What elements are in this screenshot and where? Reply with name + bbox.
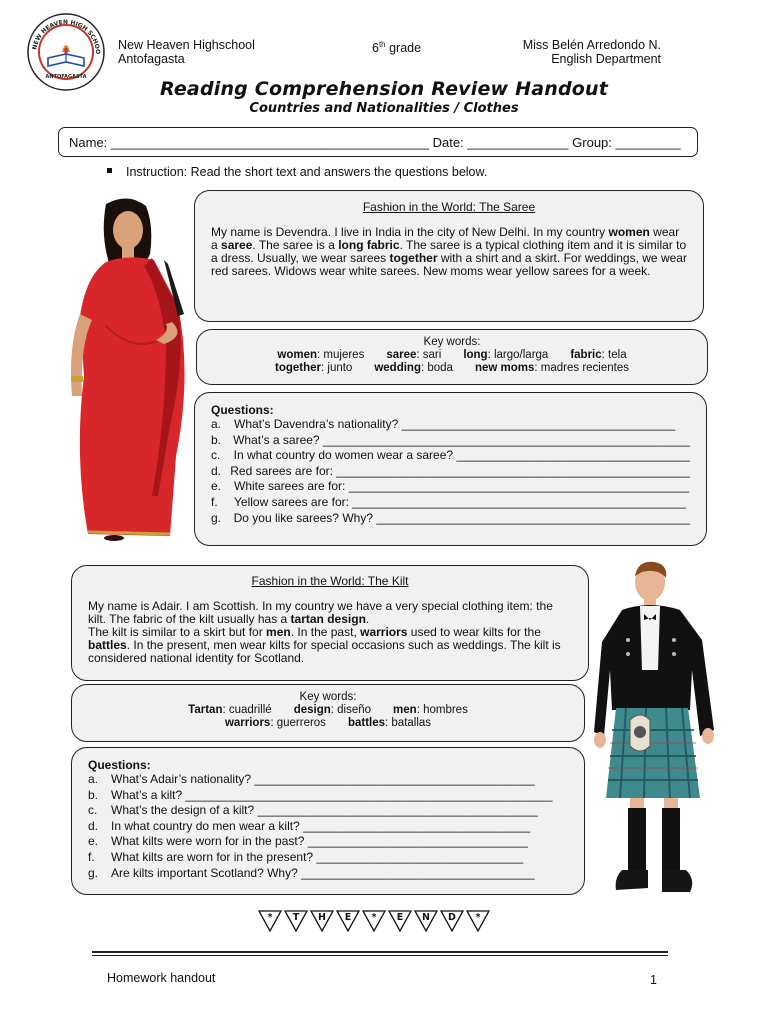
svg-text:ANTOFAGASTA: ANTOFAGASTA (45, 74, 87, 80)
question-letter: e. (211, 479, 222, 494)
question-text: In what country do women wear a saree? ___________________________________ (233, 448, 690, 463)
banner-flag: E (388, 910, 412, 932)
question-text: Are kilts important Scotland? Why? ___________________________________ (111, 865, 535, 880)
kilt-man-image (592, 560, 720, 920)
banner-flag: E (336, 910, 360, 932)
kilt-question[interactable] (88, 772, 568, 788)
kilt-text-segment: tartan design (290, 612, 366, 626)
saree-keyword: together: junto (275, 362, 353, 374)
school-city: Antofagasta (118, 52, 185, 66)
saree-text-segment: long fabric (338, 238, 400, 252)
question-letter: b. (88, 787, 99, 802)
kilt-question[interactable] (88, 819, 568, 835)
question-letter: a. (88, 772, 99, 786)
question-letter: g. (211, 510, 222, 525)
question-letter: f. (211, 494, 218, 509)
teacher-info (508, 38, 661, 66)
saree-questions-list (211, 417, 690, 526)
question-text: What’s Adair’s nationality? __________________________________________ (111, 772, 535, 786)
instruction (107, 165, 487, 179)
banner-flag: * (466, 910, 490, 932)
kilt-story-box (71, 565, 589, 681)
saree-keywords-list (211, 349, 693, 375)
name-date-group-field[interactable]: Name: ____________________________________________ Date: ______________ Group: _________ (58, 127, 698, 157)
page-title: Reading Comprehension Review Handout (159, 78, 609, 100)
saree-text-segment: women (608, 225, 650, 239)
saree-keywords-title: Key words: (423, 336, 481, 348)
question-text: In what country do men wear a kilt? __________________________________ (111, 818, 531, 833)
question-letter: c. (211, 448, 221, 463)
kilt-text-segment: men (266, 625, 291, 639)
banner-flag: D (440, 910, 464, 932)
footer-divider-top (92, 951, 668, 953)
saree-text-segment: My name is Devendra. I live in India in the city of New Delhi. In my country (211, 225, 609, 239)
grade-number: 6 (372, 41, 379, 56)
kilt-keyword: battles: batallas (347, 717, 432, 729)
kilt-questions-box (71, 747, 585, 895)
saree-keyword: saree: sari (386, 349, 442, 361)
kilt-questions-title: Questions: (88, 758, 151, 772)
saree-text-segment: saree (221, 238, 253, 252)
kilt-text-segment: The kilt is similar to a skirt but for (88, 625, 267, 639)
grade-word: grade (385, 41, 422, 56)
saree-keywords-box (196, 329, 708, 385)
saree-questions-title: Questions: (211, 403, 274, 417)
question-text: What’s the design of a kilt? __________________________________________ (111, 803, 538, 818)
page-subtitle: Countries and Nationalities / Clothes (249, 101, 519, 116)
footer-divider-bottom (92, 955, 668, 956)
saree-story-box (194, 190, 704, 322)
kilt-text-segment: . (365, 612, 370, 626)
question-text: Do you like sarees? Why? _______________________________________________ (233, 510, 690, 525)
saree-text-segment: . The saree is a (252, 238, 339, 252)
saree-keyword-row (211, 349, 693, 362)
the-end-banner (258, 910, 490, 934)
kilt-text-segment: used to wear kilts for the (407, 625, 541, 639)
saree-text-segment: . The saree is a typical clothing item and it is similar to a dress. Usually, we wear sarees (211, 238, 687, 265)
question-letter: a. (211, 417, 222, 431)
kilt-keywords-list (86, 704, 570, 730)
saree-text-segment: with a shirt and a skirt. For weddings, we wear red sarees. Widows wear white sarees. New moms wear yellow sarees for a week. (211, 251, 687, 278)
question-text: What’s a kilt? _______________________________________________________ (111, 787, 553, 802)
bullet-icon (107, 168, 112, 173)
banner-flag: * (258, 910, 282, 932)
saree-keyword: fabric: tela (570, 349, 627, 361)
kilt-keyword: Tartan: cuadrillé (188, 704, 272, 716)
kilt-question[interactable] (88, 803, 568, 819)
question-text: What’s a saree? _______________________________________________________ (233, 432, 690, 447)
question-letter: f. (88, 849, 95, 864)
kilt-keywords-title: Key words: (299, 691, 357, 703)
question-text: Red sarees are for: _____________________________________________________ (230, 463, 690, 478)
kilt-text-segment: warriors (360, 625, 408, 639)
grade-suffix: th (378, 40, 386, 49)
kilt-story-title: Fashion in the World: The Kilt (251, 574, 409, 588)
saree-text-segment: wear a (211, 225, 680, 252)
question-letter: b. (211, 432, 222, 447)
kilt-questions-list (88, 772, 568, 881)
question-letter: e. (88, 834, 99, 849)
saree-question[interactable] (211, 433, 690, 449)
kilt-text-segment: . In the past, (290, 625, 361, 639)
saree-keyword-row (211, 362, 693, 375)
saree-question[interactable] (211, 511, 690, 527)
kilt-text-segment: My name is Adair. I am Scottish. In my country we have a very special clothing item: the kilt. The fabric of the kilt usually has a (88, 599, 553, 626)
saree-keyword: new moms: madres recientes (474, 362, 629, 374)
kilt-keyword-row (86, 717, 570, 730)
saree-keyword: long: largo/larga (463, 349, 549, 361)
svg-text:NEW HEAVEN HIGH SCHOOL: NEW HEAVEN HIGH SCHOO (31, 18, 102, 55)
kilt-keyword: men: hombres (393, 704, 468, 716)
school-name: New Heaven Highschool (118, 38, 255, 52)
saree-story-text (211, 226, 687, 278)
kilt-text-segment: battles (88, 638, 127, 652)
kilt-story-text (88, 600, 572, 665)
saree-question[interactable] (211, 464, 690, 480)
kilt-question[interactable] (88, 788, 568, 804)
banner-flag: N (414, 910, 438, 932)
banner-flag: H (310, 910, 334, 932)
question-text: What kilts were worn for in the past? _________________________________ (111, 834, 528, 849)
question-text: White sarees are for: ___________________________________________________ (234, 479, 690, 494)
footer-label: Homework handout (107, 971, 216, 985)
saree-question[interactable] (211, 417, 690, 433)
saree-questions-box (194, 392, 707, 546)
kilt-keywords-box (71, 684, 585, 742)
instruction-text: Instruction: Read the short text and answers the questions below. (126, 165, 488, 179)
saree-story-title: Fashion in the World: The Saree (362, 200, 536, 214)
grade-label (372, 38, 421, 55)
kilt-text-segment: . In the present, men wear kilts for special occasions such as weddings. The kilt is considered national identity for Scotland. (88, 638, 561, 665)
teacher-name: Miss Belén Arredondo N. (522, 38, 661, 52)
question-letter: g. (88, 865, 99, 880)
question-letter: d. (88, 818, 99, 833)
school-info (118, 38, 255, 66)
kilt-question[interactable] (88, 866, 568, 882)
question-text: What’s Davendra’s nationality? _________________________________________ (234, 417, 676, 431)
question-text: Yellow sarees are for: __________________________________________________ (234, 494, 686, 509)
kilt-keyword-row (86, 704, 570, 717)
saree-text-segment: together (389, 251, 438, 265)
page-number: 1 (650, 973, 657, 987)
question-letter: d. (211, 463, 222, 478)
saree-keyword: women: mujeres (277, 349, 365, 361)
kilt-question[interactable] (88, 834, 568, 850)
banner-flag: T (284, 910, 308, 932)
saree-question[interactable] (211, 448, 690, 464)
kilt-keyword: design: diseño (293, 704, 372, 716)
saree-question[interactable] (211, 495, 690, 511)
saree-keyword: wedding: boda (374, 362, 453, 374)
banner-flag: * (362, 910, 386, 932)
question-letter: c. (88, 803, 98, 818)
kilt-question[interactable] (88, 850, 568, 866)
saree-question[interactable] (211, 479, 690, 495)
saree-woman-image (66, 196, 196, 541)
department: English Department (551, 52, 661, 66)
question-text: What kilts are worn for in the present? _______________________________ (111, 849, 524, 864)
kilt-keyword: warriors: guerreros (224, 717, 326, 729)
